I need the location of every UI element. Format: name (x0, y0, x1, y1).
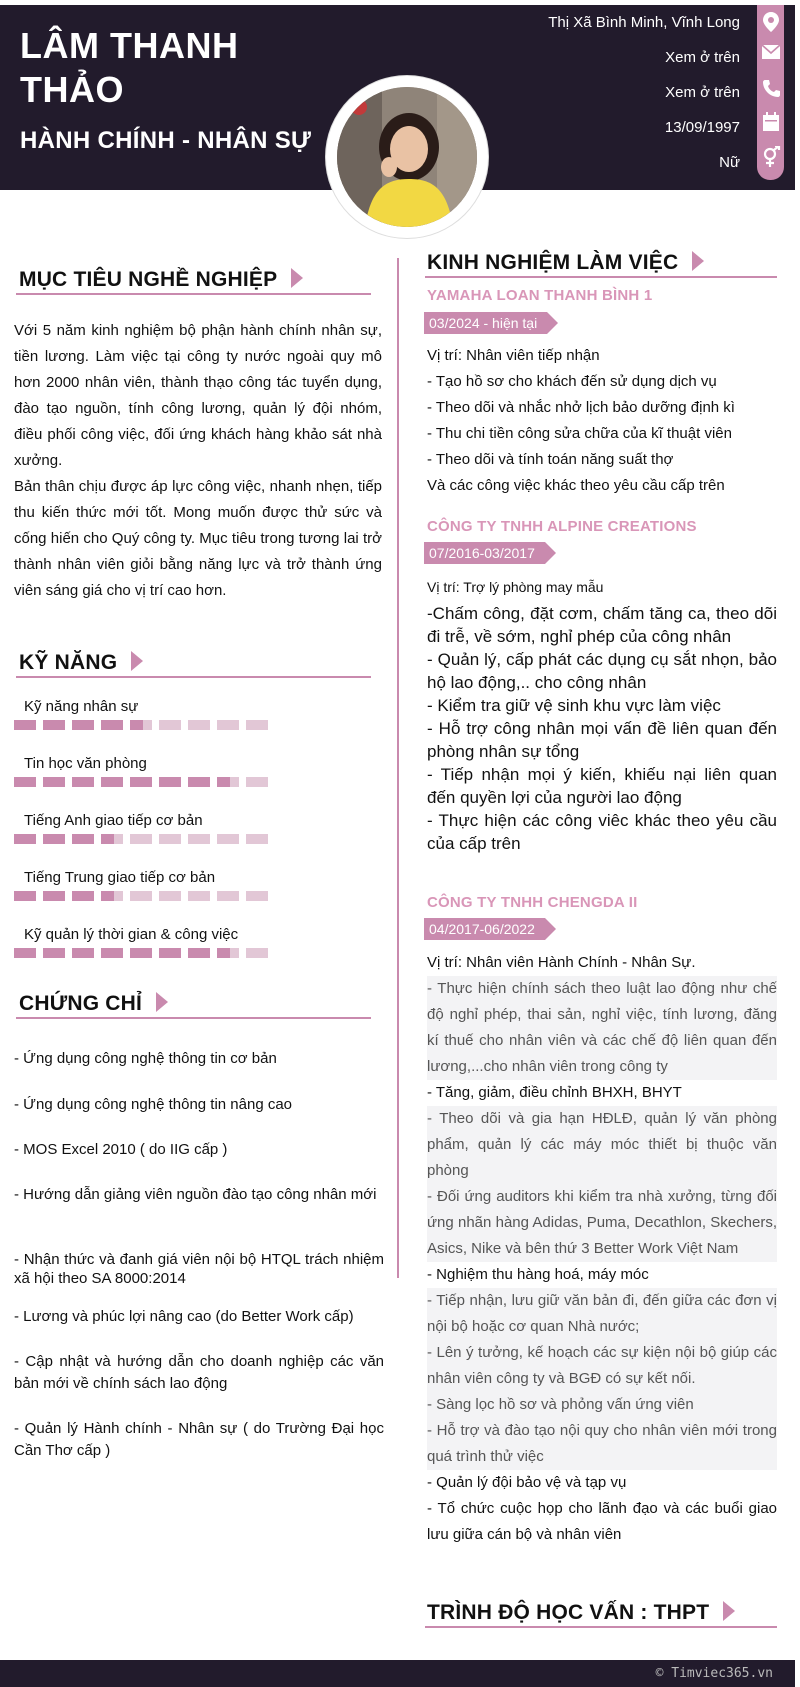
skill-bar-segment (130, 777, 152, 787)
skill-bar-segment (72, 777, 94, 787)
contact-birthday: 13/09/1997 (664, 119, 740, 136)
skill-bar-segment (188, 777, 210, 787)
job-description (427, 950, 777, 1548)
skill-bar-segment (14, 834, 36, 844)
skill-bar-segment (101, 777, 123, 787)
skill-bar-segment (14, 777, 36, 787)
certificate-item: - Lương và phúc lợi nâng cao (do Better Work cấp) (14, 1308, 354, 1325)
certificate-item: - Quản lý Hành chính - Nhân sự ( do Trường Đại học Cần Thơ cấp ) (14, 1420, 384, 1459)
location-icon (760, 11, 782, 33)
job-line: - Kiểm tra giữ vệ sinh khu vực làm việc (427, 696, 721, 715)
skill-bar-segment (159, 777, 181, 787)
skill-bar-segment (130, 834, 152, 844)
skill-bar-segment (246, 891, 268, 901)
certificate-item: - Cập nhật và hướng dẫn cho doanh nghiệp các văn bản mới về chính sách lao động (14, 1353, 384, 1392)
skill-bar-segment (159, 834, 181, 844)
skill-bar-segment (43, 948, 65, 958)
skill-bar-segment (217, 720, 239, 730)
experience-underline (425, 276, 777, 278)
contact-list (410, 5, 740, 180)
skill-bar-segment (217, 891, 239, 901)
certificate-item: - Nhận thức và đanh giá viên nội bộ HTQL trách nhiệm xã hội theo SA 8000:2014 (14, 1251, 384, 1287)
job-line: - Quản lý đội bảo vệ và tạp vụ (427, 1474, 627, 1491)
job-line: - Sàng lọc hồ sơ và phỏng vấn ứng viên (427, 1392, 777, 1418)
skill-bar-segment (14, 948, 36, 958)
skill-bar-segment (188, 720, 210, 730)
job-period-tag: 03/2024 - hiện tại (424, 312, 547, 334)
job-period-tag: 07/2016-03/2017 (424, 542, 545, 564)
job-line: - Đối ứng auditors khi kiểm tra nhà xưởng, từng đối ứng nhãn hàng Adidas, Puma, Decathlon, Skechers, Asics, Nike và bên thứ 3 Better Work Việt Nam (427, 1184, 777, 1262)
job-position: Vị trí: Trợ lý phòng may mẫu (427, 579, 604, 595)
skill-bar-segment (72, 720, 94, 730)
job-description (427, 602, 777, 855)
certificate-item: - Ứng dụng công nghệ thông tin cơ bản (14, 1050, 277, 1067)
footer-watermark: © Timviec365.vn (0, 1660, 795, 1687)
experience-title: KINH NGHIỆM LÀM VIỆC (427, 251, 704, 275)
job-line: - Tổ chức cuộc họp cho lãnh đạo và các buổi giao lưu giữa cán bộ và nhân viên (427, 1500, 777, 1543)
skills-title: KỸ NĂNG (19, 651, 143, 675)
job-line: - Hỗ trợ công nhân mọi vấn đề liên quan đến phòng nhân sự tổng (427, 719, 777, 761)
job-period-tag: 04/2017-06/2022 (424, 918, 545, 940)
job-line: - Thực hiện chính sách theo luật lao động như chế độ nghỉ phép, thai sản, nghỉ việc, tính lương, đăng kí thuế cho nhân viên và các chế độ liên quan đến lương,...cho nhân viên trong công ty (427, 976, 777, 1080)
company-name: CÔNG TY TNHH ALPINE CREATIONS (427, 518, 697, 535)
objective-paragraph: Bản thân chịu được áp lực công việc, nhanh nhẹn, tiếp thu kiến thức mới tốt. Mong muốn được thử sức và cống hiến cho Quý công ty. Mục tiêu trong tương lai trở thành nhân viên giỏi bằng năng lực và trở thành ứng viên sáng giá cho vị trí cao hơn. (14, 478, 382, 599)
calendar-icon (760, 112, 782, 134)
skill-bar (14, 834, 268, 844)
skill-bar-segment (188, 834, 210, 844)
skill-bar-segment (188, 891, 210, 901)
gender-icon (760, 146, 782, 168)
job-line: - Theo dõi và tính toán năng suất thợ (427, 451, 674, 468)
skill-bar-segment (246, 720, 268, 730)
skill-bar (14, 891, 268, 901)
skill-name: Kỹ năng nhân sự (24, 698, 139, 715)
skill-bar-segment (217, 834, 239, 844)
skill-name: Tin học văn phòng (24, 755, 147, 772)
job-line: - Tạo hồ sơ cho khách đến sử dụng dịch vụ (427, 373, 717, 390)
section-arrow-icon (131, 651, 143, 671)
candidate-job-title: HÀNH CHÍNH - NHÂN SỰ (20, 127, 312, 154)
certificate-item: - Ứng dụng công nghệ thông tin nâng cao (14, 1096, 293, 1113)
education-underline (425, 1626, 777, 1628)
contact-email: Xem ở trên (665, 49, 740, 66)
section-arrow-icon (723, 1601, 735, 1621)
skill-bar-segment (101, 891, 123, 901)
company-name: YAMAHA LOAN THANH BÌNH 1 (427, 287, 653, 304)
skill-bar-segment (72, 948, 94, 958)
skill-bar-segment (130, 948, 152, 958)
contact-phone: Xem ở trên (665, 84, 740, 101)
skill-bar-segment (43, 720, 65, 730)
skill-bar-segment (246, 948, 268, 958)
certificate-item: - Hướng dẫn giảng viên nguồn đào tạo công nhân mới (14, 1186, 377, 1203)
objective-title: MỤC TIÊU NGHỀ NGHIỆP (19, 268, 303, 292)
skill-bar-segment (159, 891, 181, 901)
skill-bar-segment (14, 720, 36, 730)
objective-underline (16, 293, 371, 295)
contact-gender: Nữ (719, 154, 740, 171)
skill-name: Kỹ quản lý thời gian & công việc (24, 926, 239, 943)
skill-bar-segment (101, 720, 123, 730)
job-line: - Thực hiện các công viêc khác theo yêu cầu của cấp trên (427, 811, 777, 853)
section-arrow-icon (291, 268, 303, 288)
top-strip (0, 0, 800, 4)
job-line: Vị trí: Nhân viên tiếp nhận (427, 347, 600, 364)
skill-bar-segment (130, 720, 152, 730)
job-description (427, 343, 777, 499)
job-line: - Lên ý tưởng, kế hoạch các sự kiện nội bộ giúp các nhân viên công ty và BGĐ có sự kết nối. (427, 1340, 777, 1392)
skill-bar-segment (14, 891, 36, 901)
section-arrow-icon (692, 251, 704, 271)
skills-underline (16, 676, 371, 678)
email-icon (760, 44, 782, 66)
certificate-item: - MOS Excel 2010 ( do IIG cấp ) (14, 1141, 228, 1158)
skill-bar (14, 777, 268, 787)
skill-bar-segment (217, 777, 239, 787)
skill-name: Tiếng Trung giao tiếp cơ bản (24, 869, 216, 886)
candidate-name: LÂM THANH THẢO (20, 25, 239, 110)
skill-name: Tiếng Anh giao tiếp cơ bản (24, 812, 203, 829)
job-line: - Tiếp nhận, lưu giữ văn bản đi, đến giữa các đơn vị nội bộ hoặc cơ quan Nhà nước; (427, 1288, 777, 1340)
skill-bar-segment (159, 948, 181, 958)
job-line: - Theo dõi và gia hạn HĐLĐ, quản lý văn phòng phẩm, quản lý các máy móc thiết bị thuộc văn phòng (427, 1106, 777, 1184)
job-line: - Thu chi tiền công sửa chữa của kĩ thuật viên (427, 425, 732, 442)
skill-bar-segment (43, 891, 65, 901)
skill-bar-segment (188, 948, 210, 958)
job-line: -Chấm công, đặt cơm, chấm tăng ca, theo dõi đi trễ, về sớm, nghỉ phép của công nhân (427, 604, 777, 646)
job-line: - Hỗ trợ và đào tạo nội quy cho nhân viên mới trong quá trình thử việc (427, 1418, 777, 1470)
job-line: - Nghiệm thu hàng hoá, máy móc (427, 1266, 649, 1283)
certificates-title: CHỨNG CHỈ (19, 992, 168, 1016)
skill-bar-segment (72, 891, 94, 901)
skill-bar-segment (43, 834, 65, 844)
skill-bar-segment (246, 777, 268, 787)
column-divider (397, 258, 399, 1278)
job-line: - Tăng, giảm, điều chỉnh BHXH, BHYT (427, 1084, 682, 1101)
skill-bar-segment (43, 777, 65, 787)
skill-bar-segment (130, 891, 152, 901)
section-arrow-icon (156, 992, 168, 1012)
skill-bar-segment (101, 948, 123, 958)
job-line: - Theo dõi và nhắc nhở lịch bảo dưỡng định kì (427, 399, 735, 416)
skill-bar-segment (101, 834, 123, 844)
company-name: CÔNG TY TNHH CHENGDA II (427, 894, 638, 911)
certificates-underline (16, 1017, 371, 1019)
skill-bar (14, 948, 268, 958)
skill-bar-segment (217, 948, 239, 958)
objective-text (14, 318, 382, 604)
skill-bar (14, 720, 268, 730)
job-line: - Tiếp nhận mọi ý kiến, khiếu nại liên quan đến quyền lợi của người lao động (427, 765, 777, 807)
phone-icon (760, 78, 782, 100)
job-line: Vị trí: Nhân viên Hành Chính - Nhân Sự. (427, 954, 696, 971)
job-line: - Quản lý, cấp phát các dụng cụ sắt nhọn, bảo hộ lao động,.. cho công nhân (427, 650, 777, 692)
job-line: Và các công việc khác theo yêu cầu cấp trên (427, 477, 725, 494)
skill-bar-segment (246, 834, 268, 844)
contact-address: Thị Xã Bình Minh, Vĩnh Long (548, 14, 740, 31)
objective-paragraph: Với 5 năm kinh nghiệm bộ phận hành chính nhân sự, tiền lương. Làm việc tại công ty nước ngoài quy mô hơn 2000 nhân viên, thành thạo công tác tuyển dụng, đào tạo nguồn, tính công lương, quản lý đội nhóm, điều phối công việc, đối ứng khách hàng khảo sát nhà xưởng. (14, 322, 382, 469)
education-title: TRÌNH ĐỘ HỌC VẤN : THPT (427, 1601, 735, 1625)
skill-bar-segment (159, 720, 181, 730)
skill-bar-segment (72, 834, 94, 844)
